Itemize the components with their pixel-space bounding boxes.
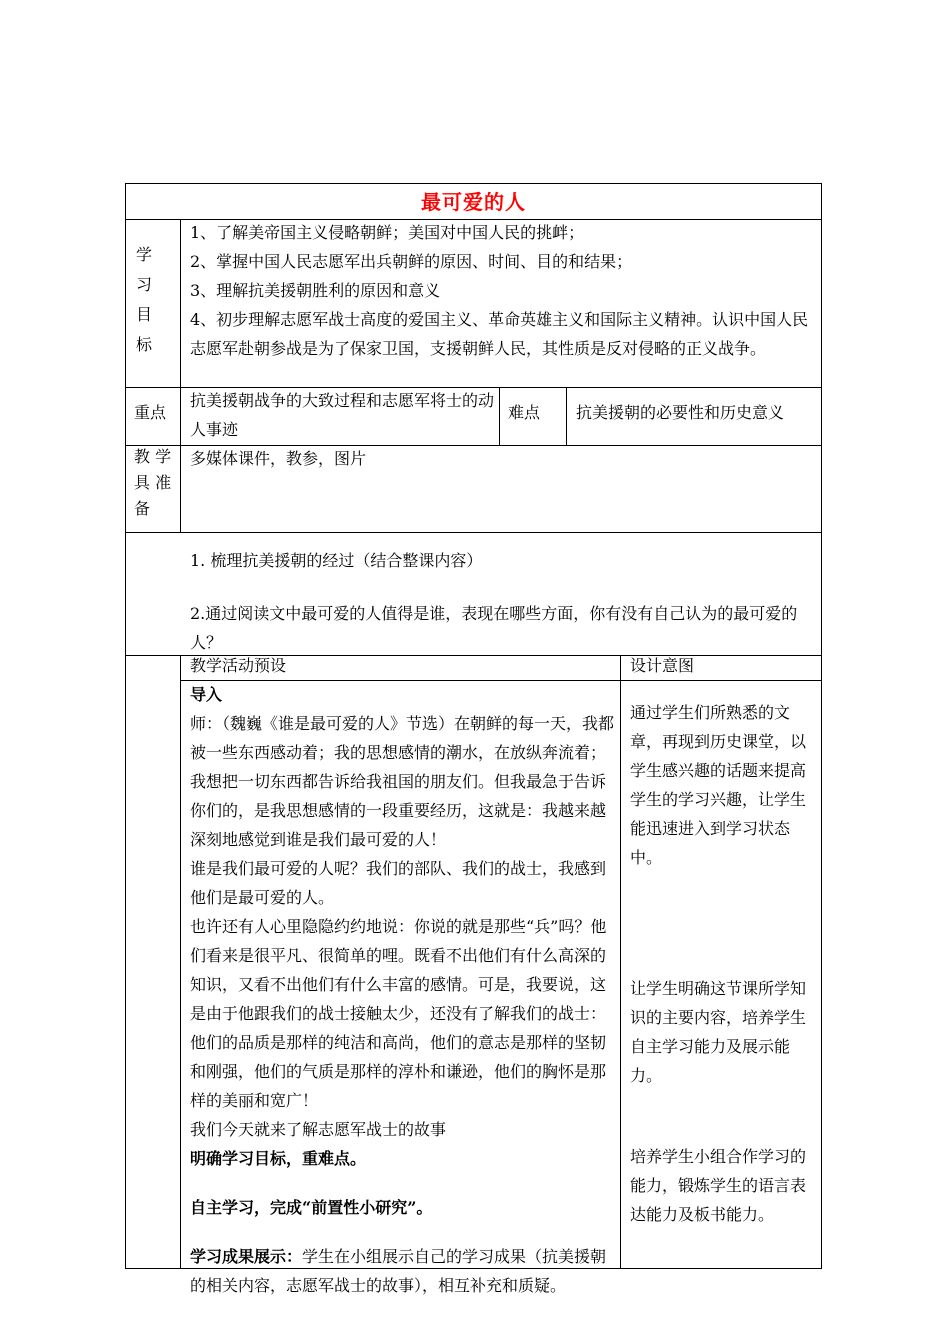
rule-difficult-mid [566, 387, 567, 445]
key-points-label: 重点 [134, 403, 167, 422]
activity-paragraph: 我们今天就来了解志愿军战士的故事 [190, 1120, 447, 1139]
objectives-label-char: 标 [135, 335, 152, 354]
activity-paragraph: 谁是我们最可爱的人呢？我们的部队、我们的战士，我感到他们是最可爱的人。 [190, 859, 607, 907]
activity-header-right: 设计意图 [630, 656, 695, 675]
materials-label [134, 444, 178, 522]
key-points-text: 抗美援朝战争的大致过程和志愿军将士的动人事迹 [190, 391, 495, 439]
objective-item: 4、初步理解志愿军战士高度的爱国主义、革命英雄主义和国际主义精神。认识中国人民志愿军赴朝参战是为了保家卫国，支援朝鲜人民，其性质是反对侵略的正义战争。 [190, 310, 809, 358]
rule-keypoint-mid [499, 387, 500, 445]
difficult-points-label: 难点 [508, 403, 541, 422]
intent-1: 通过学生们所熟悉的文章，再现到历史课堂，以学生感兴趣的话题来提高学生的学习兴趣，让学生能迅速进入到学习状态中。 [630, 703, 807, 867]
objectives-label-char: 学 [135, 245, 152, 264]
materials-label-line: 教 学 [134, 447, 172, 466]
activity-paragraph: 师：（魏巍《谁是最可爱的人》节选）在朝鲜的每一天，我都被一些东西感动着；我的思想感情的潮水，在放纵奔流着；我想把一切东西都告诉给我祖国的朋友们。但我最急于告诉你们的，是我思想感情的一段重要经历，这就是：我越来越深刻地感觉到谁是我们最可爱的人！ [190, 714, 615, 849]
difficult-points-text: 抗美援朝的必要性和历史意义 [576, 403, 785, 422]
materials-text: 多媒体课件，教参，图片 [190, 449, 367, 468]
preview-item-1: 1. 梳理抗美援朝的经过（结合整课内容） [190, 551, 483, 570]
objective-item: 1、了解美帝国主义侵略朝鲜；美国对中国人民的挑衅； [190, 223, 585, 242]
show-paragraph [190, 1242, 615, 1300]
goal-heading: 明确学习目标，重难点。 [190, 1149, 367, 1168]
objective-item: 3、理解抗美援朝胜利的原因和意义 [190, 281, 441, 300]
rule-activity-right [620, 655, 621, 1269]
materials-label-line: 具 准 [134, 473, 172, 492]
objectives-list [190, 218, 815, 363]
objectives-label-char: 习 [135, 275, 152, 294]
activity-content [190, 680, 615, 1300]
intent-3: 培养学生小组合作学习的能力，锻炼学生的语言表达能力及板书能力。 [630, 1147, 807, 1224]
activity-header-left: 教学活动预设 [190, 656, 287, 675]
objectives-label [124, 240, 164, 360]
show-text: 学生在小组展示自己的学习成果（抗美援朝的相关内容，志愿军战士的故事），相互补充和质疑。 [190, 1247, 607, 1295]
intro-heading: 导入 [190, 685, 223, 704]
page-title: 最可爱的人 [421, 190, 526, 214]
materials-label-line: 备 [134, 499, 151, 518]
activity-paragraph: 也许还有人心里隐隐约约地说：你说的就是那些“兵”吗？他们看来是很平凡、很简单的哩。既看不出他们有什么高深的知识，又看不出他们有什么丰富的感情。可是，我要说，这是由于他跟我们的战士接触太少，还没有了解我们的战士：他们的品质是那样的纯洁和高尚，他们的意志是那样的坚韧和刚强，他们的气质是那样的淳朴和谦逊，他们的胸怀是那样的美丽和宽广！ [190, 917, 607, 1110]
objective-item: 2、掌握中国人民志愿军出兵朝鲜的原因、时间、目的和结果； [190, 252, 633, 271]
objectives-label-char: 目 [135, 305, 152, 324]
rule-label-column [180, 219, 181, 532]
show-label: 学习成果展示： [190, 1247, 303, 1266]
rule-below-materials [125, 532, 822, 533]
intent-2: 让学生明确这节课所学知识的主要内容，培养学生自主学习能力及展示能力。 [630, 979, 807, 1085]
rule-activity-left [180, 655, 181, 1269]
self-study-heading: 自主学习，完成“前置性小研究”。 [190, 1198, 433, 1217]
preview-item-2: 2.通过阅读文中最可爱的人值得是谁，表现在哪些方面，你有没有自己认为的最可爱的人？ [190, 604, 798, 652]
